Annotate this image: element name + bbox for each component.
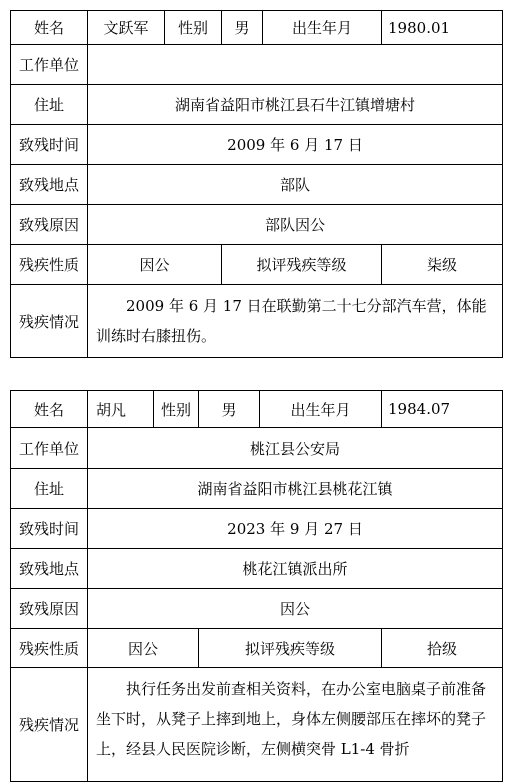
grade-label: 拟评残疾等级 — [199, 629, 382, 668]
grade-label: 拟评残疾等级 — [222, 245, 382, 285]
place-value: 桃花江镇派出所 — [88, 549, 503, 589]
name-value: 胡凡 — [88, 391, 154, 428]
birth-label: 出生年月 — [263, 11, 382, 45]
work-value — [88, 45, 503, 85]
time-value: 2009 年 6 月 17 日 — [88, 125, 503, 165]
address-label: 住址 — [11, 469, 88, 509]
birth-value: 1984.07 — [382, 391, 503, 428]
situation-value: 执行任务出发前查相关资料，在办公室电脑桌子前准备坐下时，从凳子上摔到地上，身体左侧腰部压在摔坏的凳子上，经县人民医院诊断，左侧横突骨 L1-4 骨折 — [88, 668, 503, 782]
cause-label: 致残原因 — [11, 205, 88, 245]
cause-label: 致残原因 — [11, 589, 88, 629]
work-label: 工作单位 — [11, 45, 88, 85]
record-table-1 — [10, 10, 503, 358]
address-value: 湖南省益阳市桃江县石牛江镇增塘村 — [88, 85, 503, 125]
birth-value: 1980.01 — [382, 11, 503, 45]
work-value: 桃江县公安局 — [88, 428, 503, 469]
birth-label: 出生年月 — [260, 391, 382, 428]
time-label: 致残时间 — [11, 509, 88, 549]
nature-label: 残疾性质 — [11, 629, 88, 668]
address-label: 住址 — [11, 85, 88, 125]
time-value: 2023 年 9 月 27 日 — [88, 509, 503, 549]
gender-value: 男 — [222, 11, 263, 45]
nature-value: 因公 — [88, 245, 222, 285]
situation-label: 残疾情况 — [11, 668, 88, 782]
cause-value: 因公 — [88, 589, 503, 629]
place-value: 部队 — [88, 165, 503, 205]
grade-value: 拾级 — [382, 629, 503, 668]
grade-value: 柒级 — [382, 245, 503, 285]
situation-label: 残疾情况 — [11, 285, 88, 358]
situation-value: 2009 年 6 月 17 日在联勤第二十七分部汽车营，体能训练时右膝扭伤。 — [88, 285, 503, 358]
nature-label: 残疾性质 — [11, 245, 88, 285]
name-value: 文跃军 — [88, 11, 165, 45]
gender-value: 男 — [199, 391, 260, 428]
place-label: 致残地点 — [11, 549, 88, 589]
work-label: 工作单位 — [11, 428, 88, 469]
cause-value: 部队因公 — [88, 205, 503, 245]
nature-value: 因公 — [88, 629, 199, 668]
time-label: 致残时间 — [11, 125, 88, 165]
record-table-2 — [10, 390, 503, 782]
address-value: 湖南省益阳市桃江县桃花江镇 — [88, 469, 503, 509]
name-label: 姓名 — [11, 391, 88, 428]
gender-label: 性别 — [165, 11, 222, 45]
gender-label: 性别 — [154, 391, 199, 428]
name-label: 姓名 — [11, 11, 88, 45]
place-label: 致残地点 — [11, 165, 88, 205]
